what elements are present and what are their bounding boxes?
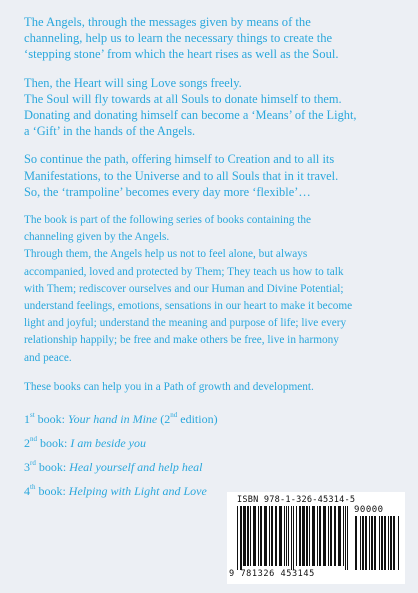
barcode-bar bbox=[291, 506, 292, 570]
barcode-addon-bar bbox=[398, 516, 399, 570]
book-series-item-3 bbox=[24, 453, 394, 477]
text-line: with Them; rediscover ourselves and our Human and Divine Potential; bbox=[24, 282, 344, 295]
barcode-bar bbox=[258, 506, 259, 566]
blurb-paragraph-2 bbox=[24, 75, 394, 140]
barcode-bar bbox=[319, 506, 321, 566]
barcode-bar bbox=[237, 506, 238, 570]
barcode-bar bbox=[275, 506, 277, 566]
blurb-paragraph-1 bbox=[24, 14, 394, 63]
barcode-bar bbox=[264, 506, 267, 566]
barcode-bar bbox=[284, 506, 285, 566]
barcode-bar bbox=[343, 506, 344, 566]
closing-sentence: These books can help you in a Path of growth and development. bbox=[24, 380, 314, 393]
text-line: So, the ‘trampoline’ becomes every day more ‘flexible’… bbox=[24, 184, 311, 199]
book-series-item-2 bbox=[24, 429, 394, 453]
barcode-bar bbox=[347, 506, 348, 570]
text-line: Manifestations, to the Universe and to all Souls that in it travel. bbox=[24, 168, 339, 183]
text-line: relationship happily; be free and make others be free, live in harmony bbox=[24, 334, 339, 347]
barcode-bar bbox=[299, 506, 301, 566]
text-line: Then, the Heart will sing Love songs freely. bbox=[24, 75, 242, 90]
text-line: understand feelings, emotions, sensations in our heart to make it become bbox=[24, 300, 353, 313]
isbn-barcode bbox=[227, 492, 405, 584]
series-description-paragraph bbox=[24, 212, 394, 367]
barcode-addon-bar bbox=[388, 516, 389, 570]
barcode-bar bbox=[338, 506, 341, 566]
ean-digits: 9 781326 453145 bbox=[229, 569, 315, 579]
barcode-addon-bar bbox=[393, 516, 395, 570]
barcode-bar bbox=[260, 506, 262, 566]
barcode-addon-bar bbox=[355, 516, 357, 570]
barcode-bar bbox=[271, 506, 273, 566]
barcode-addon-digits: 90000 bbox=[354, 505, 384, 515]
blurb-text-block bbox=[24, 14, 394, 501]
barcode-bar bbox=[286, 506, 287, 566]
barcode-bar bbox=[345, 506, 346, 570]
barcode-bar bbox=[312, 506, 315, 566]
barcode-bar bbox=[302, 506, 305, 566]
ordinal-suffix: th bbox=[30, 483, 36, 492]
barcode-addon-bar bbox=[390, 516, 392, 570]
book-title: I am beside you bbox=[70, 436, 146, 451]
text-line: The book is part of the following series of books containing the bbox=[24, 214, 312, 227]
blurb-paragraph-3 bbox=[24, 151, 394, 200]
ordinal-suffix: st bbox=[30, 411, 35, 420]
barcode-addon-bar bbox=[374, 516, 376, 570]
ordinal-suffix: rd bbox=[30, 459, 36, 468]
barcode-addon-bar bbox=[381, 516, 383, 570]
barcode-bar bbox=[240, 506, 242, 570]
barcode-bar bbox=[293, 506, 294, 570]
text-line: Donating and donating himself can become a ‘Means’ of the Light, bbox=[24, 108, 357, 123]
barcode-bar bbox=[279, 506, 282, 566]
barcode-addon-bar bbox=[384, 516, 386, 570]
book-number: 3 bbox=[24, 460, 30, 475]
text-line: light and joyful; understand the meaning and purpose of life; live every bbox=[24, 317, 347, 330]
book-number: 4 bbox=[24, 484, 30, 499]
edition-suffix: edition) bbox=[177, 412, 218, 427]
barcode-bar bbox=[328, 506, 329, 566]
barcode-bars bbox=[231, 506, 403, 572]
text-line: a ‘Gift’ in the hands of the Angels. bbox=[24, 124, 196, 139]
book-title: Helping with Light and Love bbox=[68, 484, 207, 499]
barcode-addon-bar bbox=[379, 516, 380, 570]
edition-prefix: (2 bbox=[157, 412, 171, 427]
book-prefix: book: bbox=[34, 412, 69, 427]
text-line: Through them, the Angels help us not to feel alone, but always bbox=[24, 248, 308, 261]
book-number: 2 bbox=[24, 436, 30, 451]
barcode-addon-bar bbox=[365, 516, 367, 570]
barcode-addon-bar bbox=[371, 516, 373, 570]
barcode-bar bbox=[269, 506, 270, 566]
barcode-bar bbox=[309, 506, 310, 566]
text-line: The Angels, through the messages given by means of the bbox=[24, 15, 311, 29]
barcode-bar bbox=[334, 506, 336, 566]
barcode-bar bbox=[306, 506, 308, 566]
barcode-bar bbox=[250, 506, 251, 566]
barcode-addon-bar bbox=[369, 516, 370, 570]
book-number: 1 bbox=[24, 412, 30, 427]
barcode-bar bbox=[317, 506, 318, 566]
barcode-bar bbox=[330, 506, 332, 566]
book-prefix: book: bbox=[35, 460, 70, 475]
barcode-addon-bar bbox=[360, 516, 361, 570]
book-series-item-1 bbox=[24, 405, 394, 429]
barcode-bar bbox=[253, 506, 256, 566]
barcode-bar bbox=[288, 506, 289, 566]
book-prefix: book: bbox=[35, 484, 69, 499]
book-title: Your hand in Mine bbox=[68, 412, 158, 427]
edition-ordinal: nd bbox=[170, 411, 178, 420]
book-series-list bbox=[24, 405, 394, 501]
text-line: channeling, help us to learn the necessary things to create the bbox=[24, 31, 333, 46]
book-prefix: book: bbox=[37, 436, 71, 451]
text-line: So continue the path, offering himself to Creation and to all its bbox=[24, 152, 335, 167]
isbn-label: ISBN 978-1-326-45314-5 bbox=[237, 495, 356, 505]
text-line: ‘stepping stone’ from which the heart rises as well as the Soul. bbox=[24, 47, 339, 62]
barcode-bar bbox=[323, 506, 326, 566]
text-line: accompanied, loved and protected by Them; They teach us how to talk bbox=[24, 265, 344, 278]
barcode-addon-bar bbox=[362, 516, 364, 570]
book-title: Heal yourself and help heal bbox=[69, 460, 203, 475]
text-line: channeling given by the Angels. bbox=[24, 231, 170, 244]
ordinal-suffix: nd bbox=[30, 435, 37, 444]
barcode-bar bbox=[296, 506, 297, 566]
text-line: and peace. bbox=[24, 351, 72, 364]
barcode-bar bbox=[247, 506, 249, 566]
barcode-bar bbox=[243, 506, 246, 566]
text-line: The Soul will fly towards at all Souls to donate himself to them. bbox=[24, 91, 342, 106]
